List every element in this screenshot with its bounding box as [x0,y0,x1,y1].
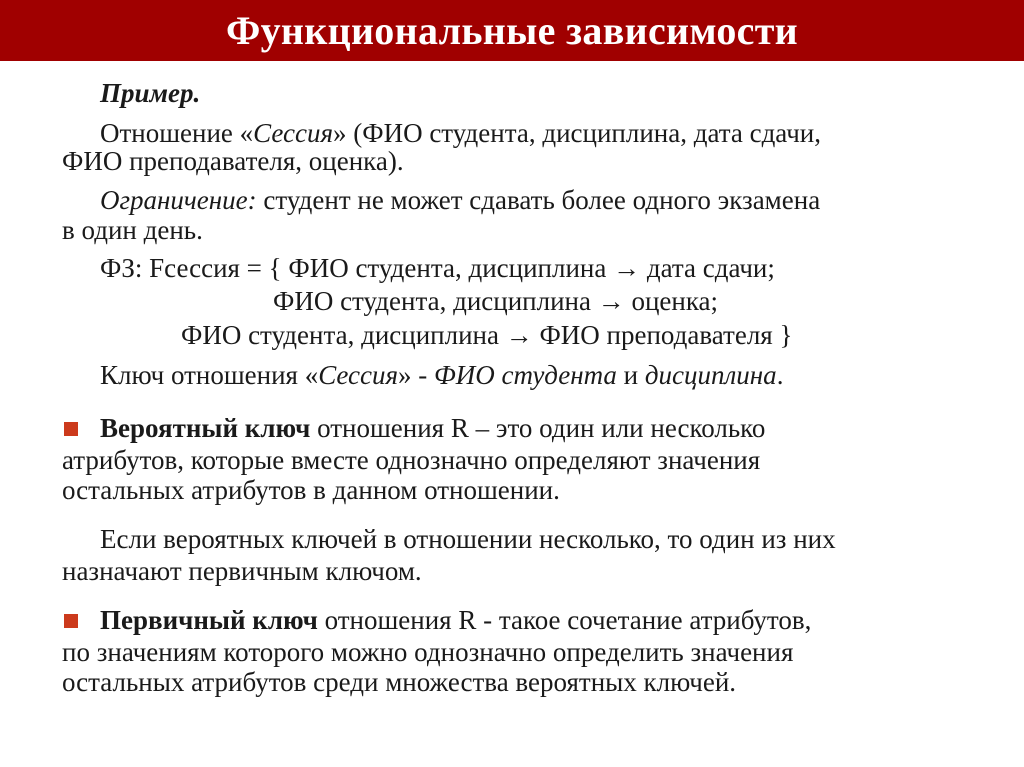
primary-line-1 [100,604,811,636]
right-arrow-icon: → [597,286,625,316]
primary-key-term: Первичный ключ [100,605,318,635]
fd-text-b: оценка; [624,286,719,316]
key-attr-1: ФИО студента [434,360,617,390]
relation-line-2: ФИО преподавателя, оценка). [62,146,404,176]
right-arrow-icon: → [613,253,641,283]
key-text-a: Ключ отношения « [100,360,319,390]
fd-line-3 [181,319,792,351]
square-bullet-icon [64,422,78,436]
candidate-line-2: атрибутов, которые вместе однозначно определяют значения [62,445,761,475]
example-heading: Пример. [100,78,201,108]
note-line-2: назначают первичным ключом. [62,556,422,586]
relation-text-b: » (ФИО студента, дисциплина, дата сдачи, [333,118,821,148]
note-line-1: Если вероятных ключей в отношении несколько, то один из них [100,524,836,554]
constraint-line-1 [100,184,820,216]
candidate-text: отношения R – это один или несколько [310,413,766,443]
fd-line-1 [100,252,775,284]
key-attr-2: дисциплина [644,360,777,390]
relation-text-a: Отношение « [100,118,254,148]
fd-text-b: дата сдачи; [640,253,775,283]
constraint-line-2: в один день. [62,215,203,245]
constraint-label: Ограничение: [100,185,257,215]
constraint-text: студент не может сдавать более одного экзамена [256,185,821,215]
title-bar [0,0,1024,61]
square-bullet-icon [64,614,78,628]
primary-line-3: остальных атрибутов среди множества вероятных ключей. [62,667,737,697]
fd-text-a: ФИО студента, дисциплина [273,286,598,316]
key-line [100,359,783,391]
candidate-line-3: остальных атрибутов в данном отношении. [62,475,560,505]
candidate-line-1 [100,412,765,444]
slide-title: Функциональные зависимости [225,8,799,53]
primary-line-2: по значениям которого можно однозначно определить значения [62,637,794,667]
right-arrow-icon: → [505,320,533,350]
key-text-c: и [616,360,645,390]
fd-line-2 [273,285,718,317]
relation-name: Сессия [253,118,333,148]
key-text-d: . [776,360,784,390]
slide-content [0,61,1024,767]
key-text-b: » - [398,360,435,390]
fd-text-a: ФИО студента, дисциплина [181,320,506,350]
candidate-key-term: Вероятный ключ [100,413,311,443]
key-relation-name: Сессия [318,360,399,390]
primary-text: отношения R - такое сочетание атрибутов, [317,605,812,635]
fd-text-b: ФИО преподавателя } [532,320,793,350]
fd-text-a: ФЗ: Fсессия = { ФИО студента, дисциплина [100,253,614,283]
